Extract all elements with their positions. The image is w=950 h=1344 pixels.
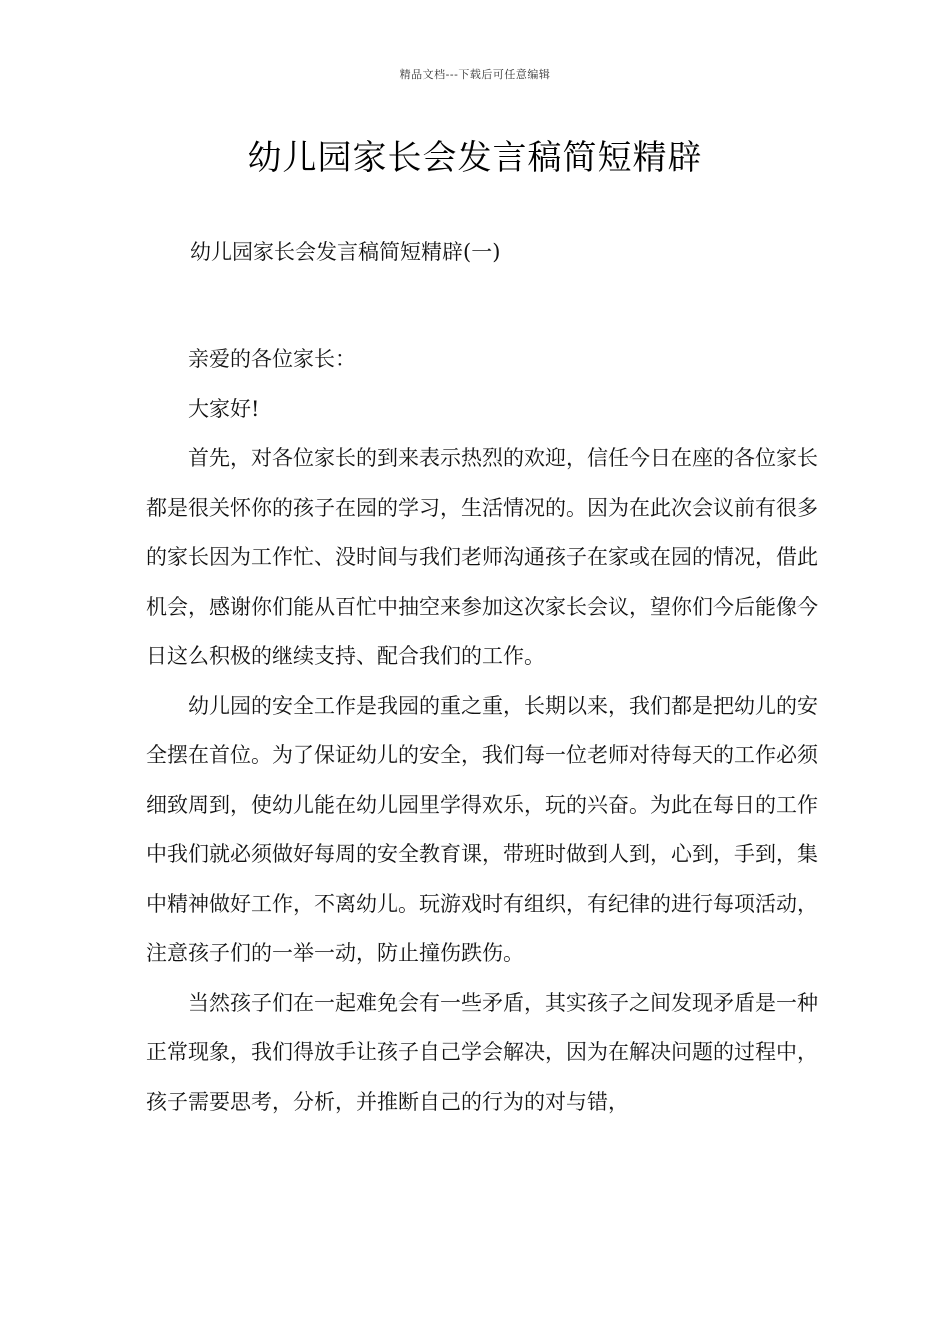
greeting-paragraph: 大家好! bbox=[188, 396, 260, 421]
document-body bbox=[146, 335, 818, 1127]
document-subtitle: 幼儿园家长会发言稿简短精辟(一) bbox=[190, 240, 501, 264]
page-header: 精品文档---下载后可任意编辑 bbox=[399, 68, 551, 81]
document-title: 幼儿园家长会发言稿简短精辟 bbox=[247, 138, 703, 178]
body-paragraph: 当然孩子们在一起难免会有一些矛盾，其实孩子之间发现矛盾是一种正常现象，我们得放手让孩子自己学会解决，因为在解决问题的过程中，孩子需要思考，分析，并推断自己的行为的对与错， bbox=[146, 990, 818, 1114]
body-paragraph: 首先，对各位家长的到来表示热烈的欢迎，信任今日在座的各位家长都是很关怀你的孩子在园的学习，生活情况的。因为在此次会议前有很多的家长因为工作忙、没时间与我们老师沟通孩子在家或在园的情况，借此机会，感谢你们能从百忙中抽空来参加这次家长会议，望你们今后能像今日这么积极的继续支持、配合我们的工作。 bbox=[146, 446, 818, 668]
body-paragraph: 幼儿园的安全工作是我园的重之重，长期以来，我们都是把幼儿的安全摆在首位。为了保证幼儿的安全，我们每一位老师对待每天的工作必须细致周到，使幼儿能在幼儿园里学得欢乐，玩的兴奋。为此在每日的工作中我们就必须做好每周的安全教育课，带班时做到人到，心到，手到，集中精神做好工作，不离幼儿。玩游戏时有组织，有纪律的进行每项活动，注意孩子们的一举一动，防止撞伤跌伤。 bbox=[146, 693, 818, 965]
salutation-paragraph: 亲爱的各位家长： bbox=[188, 347, 356, 371]
